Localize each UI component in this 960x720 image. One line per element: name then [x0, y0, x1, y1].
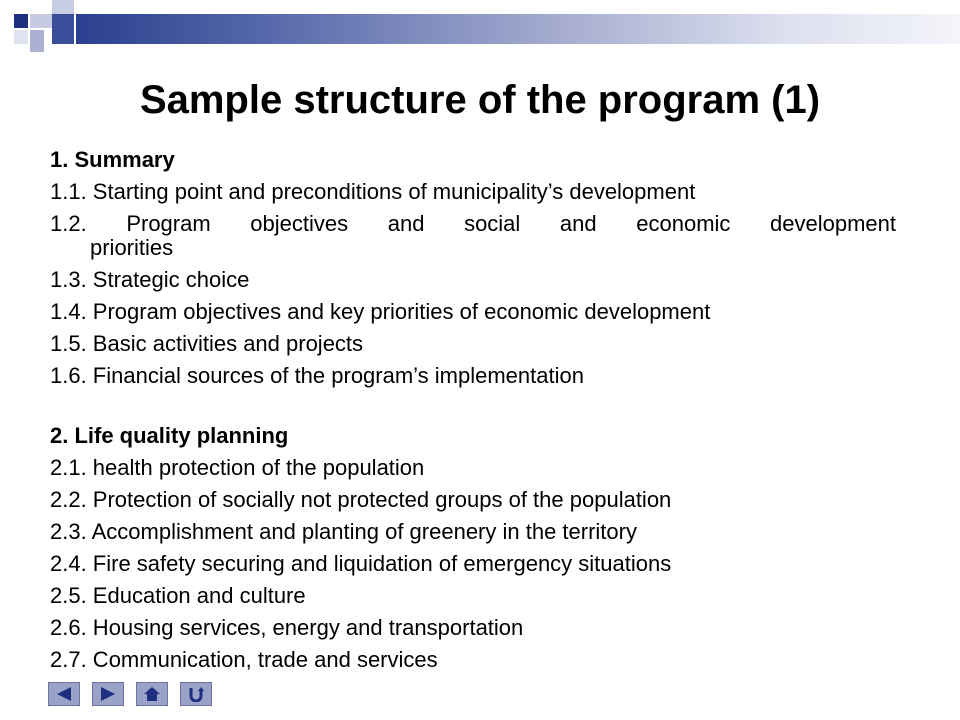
home-button[interactable] — [136, 682, 168, 706]
list-item: 2.5. Education and culture — [50, 583, 306, 608]
list-item-word: social — [464, 211, 521, 236]
corner-square-dark — [52, 14, 74, 44]
list-item-word: and — [387, 211, 425, 236]
list-item-word: objectives — [250, 211, 349, 236]
section-spacer — [50, 392, 896, 420]
list-item — [50, 208, 896, 264]
return-icon — [187, 686, 205, 702]
list-item-word: development — [770, 211, 896, 236]
section-heading: 2. Life quality planning — [50, 423, 289, 448]
slide-navigation — [48, 682, 212, 706]
list-item: 1.5. Basic activities and projects — [50, 331, 364, 356]
corner-square-mid — [52, 0, 74, 14]
previous-slide-button[interactable] — [48, 682, 80, 706]
list-item: 1.3. Strategic choice — [50, 267, 250, 292]
justified-line — [50, 212, 896, 236]
forward-arrow-icon — [99, 686, 117, 702]
list-item: 1.6. Financial sources of the program’s implementation — [50, 363, 584, 388]
list-item-word: 1.2. — [50, 211, 87, 236]
corner-square-light — [14, 30, 28, 44]
corner-square-light — [30, 30, 44, 52]
list-item: 2.2. Protection of socially not protected groups of the population — [50, 487, 672, 512]
list-item: 2.7. Communication, trade and services — [50, 647, 438, 672]
back-arrow-icon — [55, 686, 73, 702]
list-item: 1.4. Program objectives and key priorities of economic development — [50, 299, 711, 324]
list-item: 1.1. Starting point and preconditions of municipality’s development — [50, 179, 696, 204]
list-item: 2.1. health protection of the population — [50, 455, 425, 480]
list-item: 2.4. Fire safety securing and liquidation of emergency situations — [50, 551, 672, 576]
list-item-word: economic — [636, 211, 731, 236]
corner-square-dark — [14, 14, 28, 28]
list-item-continuation: priorities — [90, 235, 174, 260]
return-button[interactable] — [180, 682, 212, 706]
header-gradient-bar — [76, 14, 960, 44]
corner-square-light — [30, 14, 52, 28]
section-heading: 1. Summary — [50, 147, 175, 172]
list-item-word: Program — [126, 211, 211, 236]
home-icon — [143, 686, 161, 702]
slide-body — [50, 144, 896, 676]
list-item: 2.3. Accomplishment and planting of greenery in the territory — [50, 519, 637, 544]
slide-title: Sample structure of the program (1) — [139, 78, 821, 122]
next-slide-button[interactable] — [92, 682, 124, 706]
list-item-word: and — [559, 211, 597, 236]
list-item: 2.6. Housing services, energy and transportation — [50, 615, 524, 640]
